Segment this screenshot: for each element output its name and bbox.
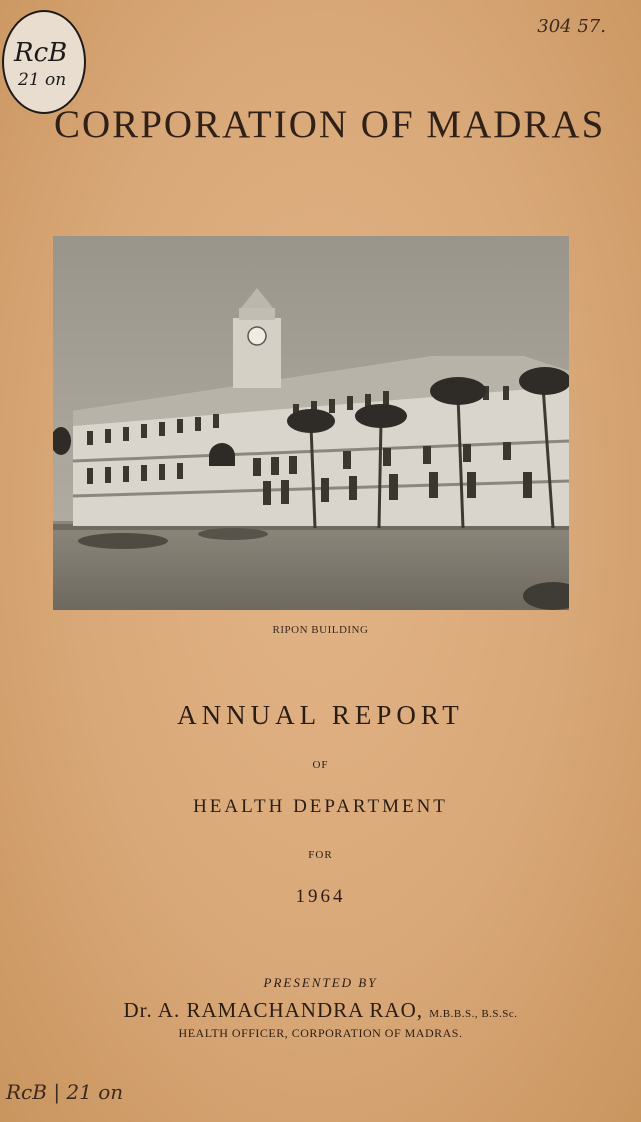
report-of: OF [312,759,329,771]
photo-caption: RIPON BUILDING [272,624,369,636]
stamp-line-1: RcB [14,38,68,68]
ripon-building-photo [53,236,569,610]
presented-by-label: PRESENTED BY [263,975,378,990]
report-for: FOR [308,849,333,861]
report-title: ANNUAL REPORT [177,700,464,730]
author-degrees: M.B.B.S., B.S.Sc. [429,1008,518,1020]
page-title: CORPORATION OF MADRAS [54,103,606,146]
report-year: 1964 [295,886,346,907]
handwritten-catalog-note: RcB | 21 on [6,1080,124,1104]
stamp-line-2: 21 on [18,70,67,90]
author-line [0,998,641,1023]
author-name: Dr. A. RAMACHANDRA RAO, [123,998,423,1022]
department-name: HEALTH DEPARTMENT [193,796,448,817]
building-illustration [53,236,569,610]
author-position: HEALTH OFFICER, CORPORATION OF MADRAS. [178,1026,463,1040]
library-stamp [2,10,86,114]
handwritten-accession-number: 304 57. [537,16,606,37]
